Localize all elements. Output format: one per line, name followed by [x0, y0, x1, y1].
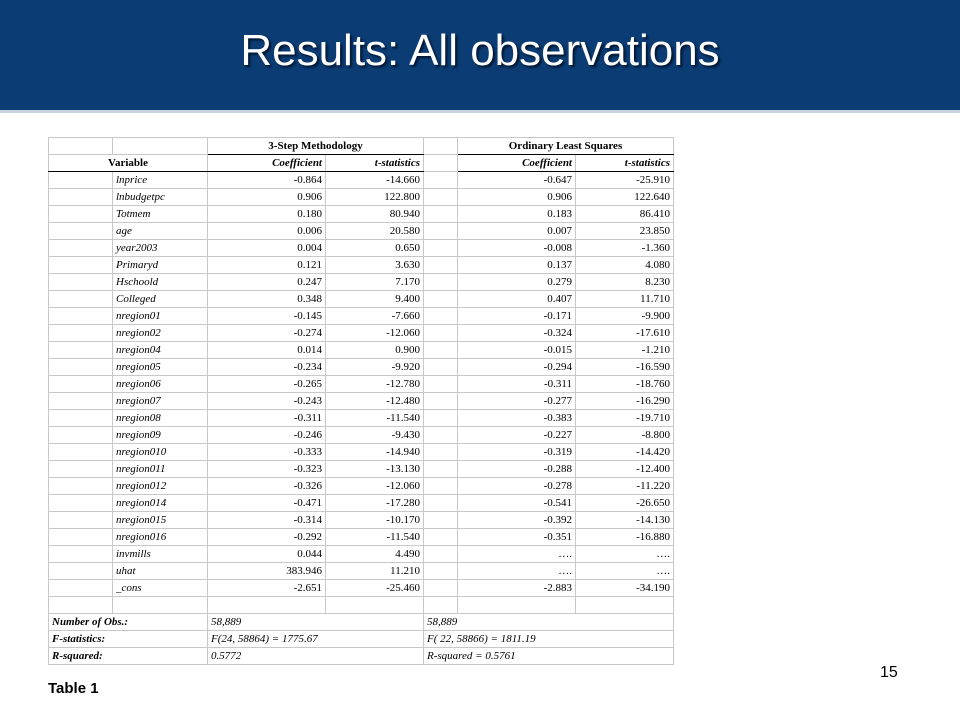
table-row — [49, 461, 674, 478]
variable-name: nregion01 — [113, 308, 208, 325]
tstat-ols: 23.850 — [576, 223, 674, 240]
table-row — [49, 376, 674, 393]
tstat-3step: -14.940 — [326, 444, 424, 461]
empty-cell — [424, 597, 458, 614]
coef-ols: -0.351 — [458, 529, 576, 546]
coef-ols: -2.883 — [458, 580, 576, 597]
column-gap — [424, 495, 458, 512]
tstat-ols: -19.710 — [576, 410, 674, 427]
variable-name: lnprice — [113, 172, 208, 189]
coef-ols: 0.279 — [458, 274, 576, 291]
coef-3step: -0.333 — [208, 444, 326, 461]
table-row — [49, 512, 674, 529]
row-spacer — [49, 495, 113, 512]
table-row — [49, 580, 674, 597]
coef-3step: 383.946 — [208, 563, 326, 580]
group-header-ols: Ordinary Least Squares — [458, 138, 674, 155]
tstat-3step: -11.540 — [326, 529, 424, 546]
tstat-ols: -14.130 — [576, 512, 674, 529]
coef-3step: 0.348 — [208, 291, 326, 308]
tstat-ols: -16.880 — [576, 529, 674, 546]
column-gap — [424, 563, 458, 580]
table-row — [49, 444, 674, 461]
coef-ols: …. — [458, 563, 576, 580]
tstat-3step: -12.060 — [326, 478, 424, 495]
column-gap — [424, 189, 458, 206]
column-gap — [424, 529, 458, 546]
results-table-container — [48, 137, 674, 665]
row-spacer — [49, 427, 113, 444]
coef-3step: 0.906 — [208, 189, 326, 206]
table-row — [49, 291, 674, 308]
coef-ols: -0.227 — [458, 427, 576, 444]
row-spacer — [49, 461, 113, 478]
variable-name: invmills — [113, 546, 208, 563]
tstat-3step: 9.400 — [326, 291, 424, 308]
row-spacer — [49, 189, 113, 206]
table-row — [49, 546, 674, 563]
column-gap — [424, 206, 458, 223]
col-header-coef-3step: Coefficient — [208, 155, 326, 172]
coef-ols: -0.383 — [458, 410, 576, 427]
tstat-ols: -8.800 — [576, 427, 674, 444]
table-row — [49, 393, 674, 410]
variable-name: nregion06 — [113, 376, 208, 393]
coef-3step: 0.006 — [208, 223, 326, 240]
variable-name: Hschoold — [113, 274, 208, 291]
coef-3step: 0.247 — [208, 274, 326, 291]
variable-name: nregion08 — [113, 410, 208, 427]
column-gap — [424, 223, 458, 240]
tstat-3step: 4.490 — [326, 546, 424, 563]
tstat-3step: 11.210 — [326, 563, 424, 580]
tstat-3step: 0.900 — [326, 342, 424, 359]
coef-3step: -0.311 — [208, 410, 326, 427]
variable-name: nregion010 — [113, 444, 208, 461]
variable-name: nregion09 — [113, 427, 208, 444]
tstat-3step: 0.650 — [326, 240, 424, 257]
coef-ols: 0.007 — [458, 223, 576, 240]
tstat-3step: -11.540 — [326, 410, 424, 427]
title-divider — [0, 110, 960, 113]
coef-3step: -0.471 — [208, 495, 326, 512]
tstat-ols: -17.610 — [576, 325, 674, 342]
column-gap — [424, 376, 458, 393]
row-spacer — [49, 512, 113, 529]
tstat-ols: -16.290 — [576, 393, 674, 410]
column-gap — [424, 359, 458, 376]
tstat-3step: -12.780 — [326, 376, 424, 393]
coef-ols: -0.311 — [458, 376, 576, 393]
column-gap — [424, 291, 458, 308]
row-spacer — [49, 376, 113, 393]
column-gap — [424, 257, 458, 274]
coef-3step: -0.274 — [208, 325, 326, 342]
empty-cell — [113, 597, 208, 614]
tstat-ols: 8.230 — [576, 274, 674, 291]
variable-name: Colleged — [113, 291, 208, 308]
tstat-ols: -1.210 — [576, 342, 674, 359]
table-row — [49, 172, 674, 189]
footer-value-ols: 58,889 — [424, 614, 674, 631]
col-header-tstat-ols: t-statistics — [576, 155, 674, 172]
footer-row — [49, 631, 674, 648]
row-spacer — [49, 478, 113, 495]
coef-3step: -0.145 — [208, 308, 326, 325]
variable-name: Primaryd — [113, 257, 208, 274]
footer-value-ols: R-squared = 0.5761 — [424, 648, 674, 665]
coef-ols: -0.294 — [458, 359, 576, 376]
variable-name: nregion015 — [113, 512, 208, 529]
col-header-coef-ols: Coefficient — [458, 155, 576, 172]
footer-value-ols: F( 22, 58866) = 1811.19 — [424, 631, 674, 648]
variable-name: age — [113, 223, 208, 240]
coef-3step: -0.323 — [208, 461, 326, 478]
coef-3step: -0.326 — [208, 478, 326, 495]
coef-3step: -0.234 — [208, 359, 326, 376]
coef-ols: -0.277 — [458, 393, 576, 410]
row-spacer — [49, 308, 113, 325]
group-header-3step: 3-Step Methodology — [208, 138, 424, 155]
coef-ols: 0.183 — [458, 206, 576, 223]
footer-value-3step: F(24, 58864) = 1775.67 — [208, 631, 424, 648]
coef-3step: 0.044 — [208, 546, 326, 563]
tstat-ols: -9.900 — [576, 308, 674, 325]
tstat-3step: 80.940 — [326, 206, 424, 223]
row-spacer — [49, 546, 113, 563]
row-spacer — [49, 325, 113, 342]
tstat-ols: 122.640 — [576, 189, 674, 206]
column-gap — [424, 461, 458, 478]
coef-3step: 0.180 — [208, 206, 326, 223]
table-row — [49, 529, 674, 546]
column-gap — [424, 172, 458, 189]
tstat-ols: -16.590 — [576, 359, 674, 376]
variable-name: nregion012 — [113, 478, 208, 495]
column-gap — [424, 240, 458, 257]
coef-3step: 0.014 — [208, 342, 326, 359]
results-table-body — [49, 138, 674, 665]
variable-name: nregion016 — [113, 529, 208, 546]
column-header-row — [49, 155, 674, 172]
coef-ols: -0.171 — [458, 308, 576, 325]
variable-name: year2003 — [113, 240, 208, 257]
coef-ols: -0.288 — [458, 461, 576, 478]
coef-ols: -0.541 — [458, 495, 576, 512]
row-spacer — [49, 563, 113, 580]
tstat-3step: -12.060 — [326, 325, 424, 342]
tstat-ols: -11.220 — [576, 478, 674, 495]
table-row — [49, 257, 674, 274]
tstat-3step: -9.920 — [326, 359, 424, 376]
separator-row — [49, 597, 674, 614]
variable-name: nregion014 — [113, 495, 208, 512]
coef-3step: -0.864 — [208, 172, 326, 189]
tstat-ols: -25.910 — [576, 172, 674, 189]
table-row — [49, 223, 674, 240]
footer-value-3step: 0.5772 — [208, 648, 424, 665]
row-spacer — [49, 342, 113, 359]
row-spacer — [49, 393, 113, 410]
tstat-ols: -14.420 — [576, 444, 674, 461]
table-row — [49, 189, 674, 206]
tstat-ols: 86.410 — [576, 206, 674, 223]
row-spacer — [49, 274, 113, 291]
tstat-3step: -17.280 — [326, 495, 424, 512]
empty-cell — [326, 597, 424, 614]
row-spacer — [49, 359, 113, 376]
tstat-ols: …. — [576, 546, 674, 563]
variable-name: Totmem — [113, 206, 208, 223]
row-spacer — [49, 206, 113, 223]
footer-value-3step: 58,889 — [208, 614, 424, 631]
empty-cell — [576, 597, 674, 614]
table-row — [49, 240, 674, 257]
table-row — [49, 325, 674, 342]
coef-3step: 0.004 — [208, 240, 326, 257]
footer-row — [49, 614, 674, 631]
row-spacer — [49, 172, 113, 189]
col-header-tstat-3step: t-statistics — [326, 155, 424, 172]
coef-ols: …. — [458, 546, 576, 563]
table-row — [49, 359, 674, 376]
coef-3step: -0.243 — [208, 393, 326, 410]
footer-row — [49, 648, 674, 665]
column-gap — [424, 393, 458, 410]
row-spacer — [49, 529, 113, 546]
tstat-ols: 11.710 — [576, 291, 674, 308]
row-spacer — [49, 223, 113, 240]
variable-name: nregion07 — [113, 393, 208, 410]
tstat-ols: -26.650 — [576, 495, 674, 512]
table-row — [49, 410, 674, 427]
tstat-3step: -14.660 — [326, 172, 424, 189]
row-spacer — [49, 444, 113, 461]
tstat-3step: -9.430 — [326, 427, 424, 444]
empty-cell — [458, 597, 576, 614]
coef-ols: -0.015 — [458, 342, 576, 359]
footer-label: F-statistics: — [49, 631, 208, 648]
tstat-ols: 4.080 — [576, 257, 674, 274]
column-gap — [424, 342, 458, 359]
tstat-ols: -34.190 — [576, 580, 674, 597]
tstat-ols: -1.360 — [576, 240, 674, 257]
table-row — [49, 495, 674, 512]
row-spacer — [49, 257, 113, 274]
group-header-row — [49, 138, 674, 155]
tstat-ols: -12.400 — [576, 461, 674, 478]
tstat-3step: -13.130 — [326, 461, 424, 478]
coef-ols: -0.392 — [458, 512, 576, 529]
tstat-3step: 122.800 — [326, 189, 424, 206]
table-row — [49, 478, 674, 495]
coef-3step: 0.121 — [208, 257, 326, 274]
row-spacer — [49, 240, 113, 257]
row-spacer — [49, 580, 113, 597]
table-row — [49, 427, 674, 444]
tstat-3step: 3.630 — [326, 257, 424, 274]
tstat-3step: -12.480 — [326, 393, 424, 410]
table-row — [49, 274, 674, 291]
coef-ols: 0.137 — [458, 257, 576, 274]
column-gap — [424, 410, 458, 427]
coef-ols: 0.906 — [458, 189, 576, 206]
column-gap — [424, 580, 458, 597]
column-gap — [424, 427, 458, 444]
table-row — [49, 563, 674, 580]
coef-ols: -0.319 — [458, 444, 576, 461]
row-spacer — [49, 410, 113, 427]
tstat-ols: …. — [576, 563, 674, 580]
tstat-3step: -7.660 — [326, 308, 424, 325]
tstat-3step: 7.170 — [326, 274, 424, 291]
coef-3step: -0.246 — [208, 427, 326, 444]
row-spacer — [49, 291, 113, 308]
table-caption: Table 1 — [48, 680, 99, 697]
empty-cell — [49, 597, 113, 614]
footer-label: R-squared: — [49, 648, 208, 665]
variable-name: nregion05 — [113, 359, 208, 376]
table-row — [49, 308, 674, 325]
column-gap — [424, 444, 458, 461]
tstat-3step: -25.460 — [326, 580, 424, 597]
variable-name: _cons — [113, 580, 208, 597]
results-table — [48, 137, 674, 665]
column-gap — [424, 308, 458, 325]
tstat-ols: -18.760 — [576, 376, 674, 393]
page-number: 15 — [880, 664, 898, 681]
slide-title: Results: All observations — [240, 26, 720, 75]
coef-3step: -0.314 — [208, 512, 326, 529]
column-gap — [424, 478, 458, 495]
tstat-3step: 20.580 — [326, 223, 424, 240]
column-gap — [424, 546, 458, 563]
table-row — [49, 342, 674, 359]
variable-name: nregion02 — [113, 325, 208, 342]
coef-3step: -2.651 — [208, 580, 326, 597]
col-header-variable: Variable — [49, 155, 208, 172]
variable-name: uhat — [113, 563, 208, 580]
coef-ols: 0.407 — [458, 291, 576, 308]
column-gap — [424, 274, 458, 291]
coef-ols: -0.647 — [458, 172, 576, 189]
coef-3step: -0.292 — [208, 529, 326, 546]
table-row — [49, 206, 674, 223]
variable-name: lnbudgetpc — [113, 189, 208, 206]
footer-label: Number of Obs.: — [49, 614, 208, 631]
tstat-3step: -10.170 — [326, 512, 424, 529]
coef-ols: -0.324 — [458, 325, 576, 342]
column-gap — [424, 512, 458, 529]
coef-ols: -0.008 — [458, 240, 576, 257]
column-gap — [424, 325, 458, 342]
variable-name: nregion011 — [113, 461, 208, 478]
variable-name: nregion04 — [113, 342, 208, 359]
empty-cell — [208, 597, 326, 614]
coef-3step: -0.265 — [208, 376, 326, 393]
coef-ols: -0.278 — [458, 478, 576, 495]
